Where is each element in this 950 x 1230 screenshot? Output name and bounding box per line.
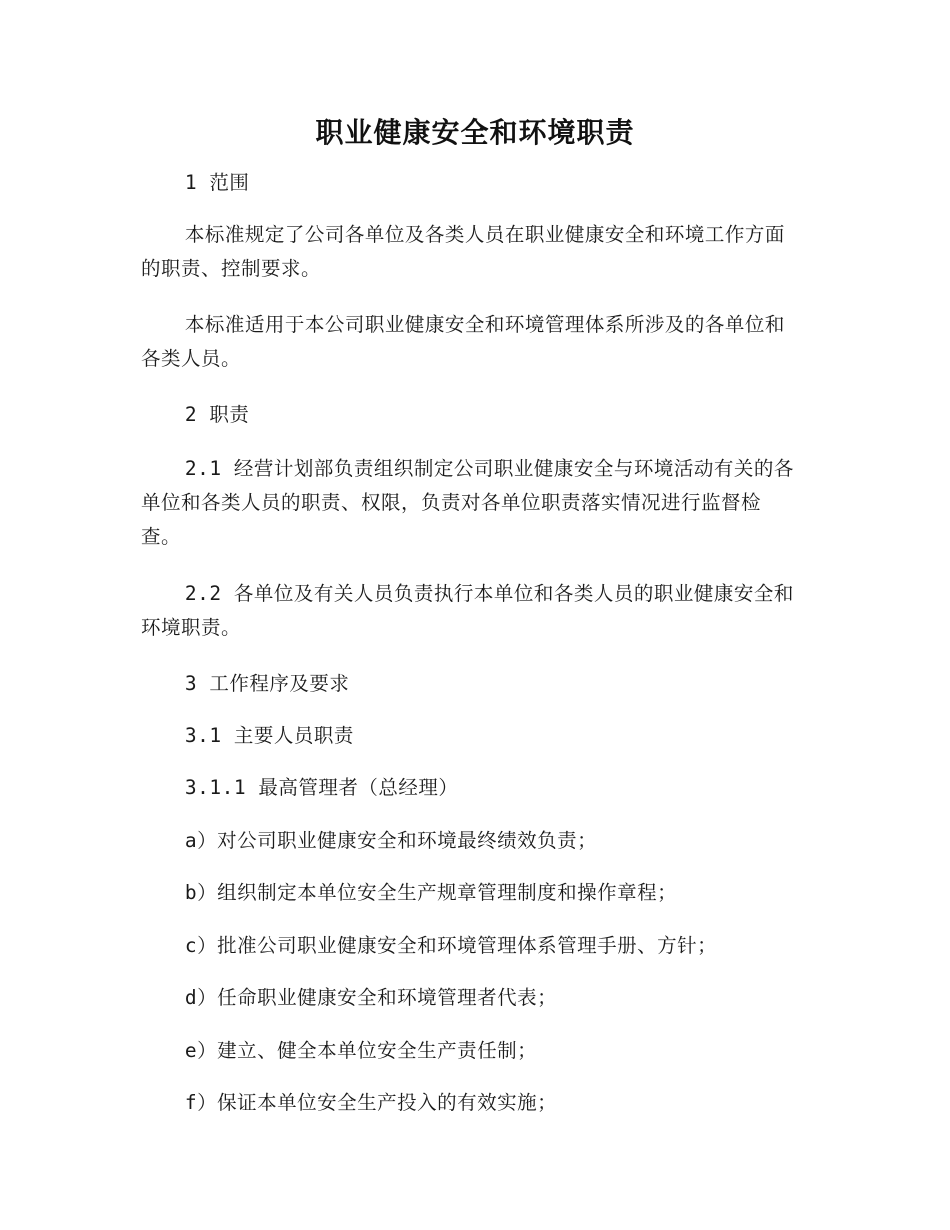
list-item: e）建立、健全本单位安全生产责任制； [184, 1039, 538, 1062]
section-heading-responsibilities: 2 职责 [184, 403, 250, 426]
subsection-heading: 3.1.1 最高管理者（总经理） [184, 776, 459, 799]
paragraph: 2.1 经营计划部负责组织制定公司职业健康安全与环境活动有关的各单位和各类人员的职责、权限，负责对各单位职责落实情况进行监督检查。 [141, 457, 794, 548]
document-title: 职业健康安全和环境职责 [315, 116, 635, 149]
list-item: b）组织制定本单位安全生产规章管理制度和操作章程； [184, 881, 678, 904]
list-item: f）保证本单位安全生产投入的有效实施； [184, 1091, 558, 1114]
paragraph: 本标准规定了公司各单位及各类人员在职业健康安全和环境工作方面的职责、控制要求。 [141, 223, 785, 280]
section-heading-scope: 1 范围 [184, 171, 250, 194]
subsection-heading: 3.1 主要人员职责 [184, 724, 354, 747]
paragraph: 2.2 各单位及有关人员负责执行本单位和各类人员的职业健康安全和环境职责。 [141, 582, 794, 639]
list-item: d）任命职业健康安全和环境管理者代表； [184, 986, 558, 1009]
paragraph: 本标准适用于本公司职业健康安全和环境管理体系所涉及的各单位和各类人员。 [141, 313, 785, 370]
list-item: c）批准公司职业健康安全和环境管理体系管理手册、方针； [184, 934, 718, 957]
section-heading-procedure: 3 工作程序及要求 [184, 672, 350, 695]
list-item: a）对公司职业健康安全和环境最终绩效负责； [184, 829, 598, 852]
